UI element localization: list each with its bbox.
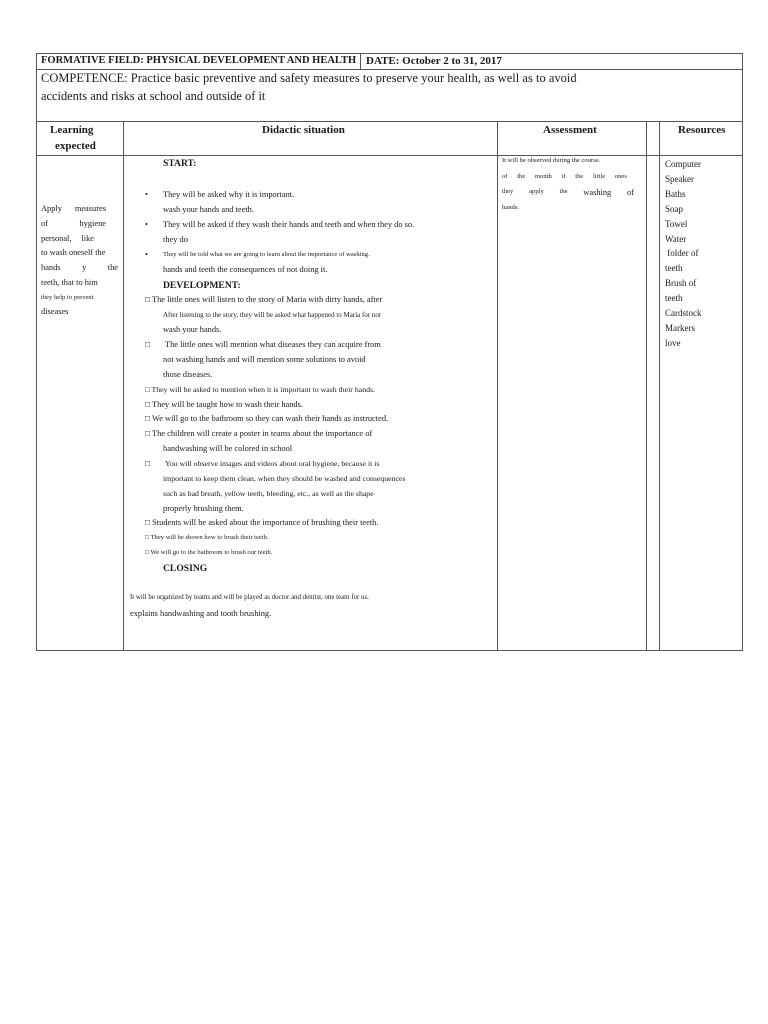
dev-item-8: □ Students will be asked about the importance of brushing their teeth.	[145, 518, 379, 527]
dev-item-7-mark: □	[145, 459, 151, 468]
competence-line-1: COMPETENCE: Practice basic preventive and safety measures to preserve your health, as well as to avoid	[41, 71, 577, 85]
dev-item-7b: important to keep them clean, when they should be washed and consequences	[163, 474, 406, 483]
dev-item-4: □ They will be taught how to wash their hands.	[145, 400, 303, 409]
learning-line-3: personal, like	[41, 234, 94, 243]
dev-item-7c: such as bad breath, yellow teeth, bleeding, etc., as well as the shape	[163, 489, 374, 498]
learning-line-5: hands y the	[41, 263, 118, 272]
dev-item-6a: □ The children will create a poster in teams about the importance of	[145, 429, 373, 438]
dev-item-3: □ They will be asked to mention when it is important to wash their hands.	[145, 385, 375, 394]
col-divider-3	[646, 121, 647, 651]
dev-item-7d: properly brushing them.	[163, 504, 244, 513]
resource-item: Soap	[665, 203, 683, 214]
dev-item-1a: □ The little ones will listen to the story of Maria with dirty hands, after	[145, 295, 383, 304]
resource-item: Brush of	[665, 278, 697, 289]
dev-item-2-mark: □	[145, 340, 151, 349]
start-item-3a: They will be told what we are going to learn about the importance of washing.	[163, 251, 370, 258]
start-item-1b: wash your hands and teeth.	[163, 205, 254, 214]
formative-field: FORMATIVE FIELD: PHYSICAL DEVELOPMENT AND HEALTH	[41, 55, 357, 66]
dev-item-7a: You will observe images and videos about oral hygiene, because it is	[165, 459, 380, 468]
col-header-didactic: Didactic situation	[262, 124, 345, 136]
learning-line-4: to wash oneself the	[41, 248, 106, 257]
learning-line-1: Apply measures	[41, 204, 106, 213]
resource-item: teeth	[665, 293, 683, 304]
lesson-table	[36, 121, 743, 651]
date-label: DATE: October 2 to 31, 2017	[366, 55, 502, 67]
start-item-3b: hands and teeth the consequences of not doing it.	[163, 265, 328, 274]
start-heading: START:	[163, 158, 197, 169]
dev-item-5: □ We will go to the bathroom so they can wash their hands as instructed.	[145, 414, 389, 423]
resource-item: Baths	[665, 188, 686, 199]
col-header-expected: expected	[55, 140, 96, 152]
learning-line-7: they help to prevent	[41, 294, 94, 301]
closing-line-1: It will be organized by teams and will be played as doctor and dentist, one team for us.	[130, 594, 369, 601]
start-item-2a: They will be asked if they wash their hands and teeth and when they do so.	[163, 220, 415, 229]
dev-item-2b: not washing hands and will mention some solutions to avoid	[163, 355, 366, 364]
dev-item-6b: handwashing will be colored in school	[163, 444, 293, 453]
learning-line-8: diseases	[41, 307, 69, 316]
dev-item-10: □ We will go to the bathroom to brush our teeth.	[145, 549, 273, 556]
assessment-line-2: of the month if the little ones	[502, 173, 627, 180]
assessment-line-1: It will be observed during the course.	[502, 157, 601, 164]
resource-item: love	[665, 337, 681, 348]
resource-item: Water	[665, 233, 687, 244]
development-heading: DEVELOPMENT:	[163, 280, 241, 291]
assessment-line-3: they apply the washing of	[502, 188, 634, 197]
resource-item: Markers	[665, 322, 695, 333]
assessment-line-4: hands.	[502, 204, 520, 211]
col-divider-2	[497, 121, 498, 651]
dev-item-1b: After listening to the story, they will be asked what happened to Maria for not	[163, 311, 381, 319]
learning-line-6: teeth, that to him	[41, 278, 98, 287]
resource-item: Towel	[665, 218, 688, 229]
dev-item-2a: The little ones will mention what diseases they can acquire from	[165, 340, 381, 349]
bullet-1: •	[145, 190, 148, 199]
start-item-1a: They will be asked why it is important.	[163, 190, 295, 199]
col-header-resources: Resources	[678, 124, 726, 136]
resource-item: Computer	[665, 159, 701, 169]
dev-item-2c: those diseases.	[163, 370, 213, 379]
closing-line-2: explains handwashing and tooth brushing.	[130, 609, 272, 618]
col-header-assessment: Assessment	[543, 124, 597, 136]
resource-item: Speaker	[665, 173, 694, 184]
resources-list	[665, 157, 702, 351]
col-divider-1	[123, 121, 124, 651]
col-divider-4	[659, 121, 660, 651]
resource-item: folder of	[665, 248, 699, 259]
learning-line-2: of hygiene	[41, 219, 106, 228]
column-header-divider	[36, 155, 743, 156]
resource-item: Cardstock	[665, 308, 702, 319]
bullet-3: •	[145, 250, 148, 259]
bullet-2: •	[145, 220, 148, 229]
closing-heading: CLOSING	[163, 563, 208, 574]
competence-line-2: accidents and risks at school and outside of it	[41, 89, 266, 103]
start-item-2b: they do	[163, 235, 188, 244]
dev-item-9: □ They will be shown how to brush their teeth.	[145, 534, 269, 541]
resource-item: teeth	[665, 263, 683, 274]
dev-item-1c: wash your hands.	[163, 325, 222, 334]
col-header-learning: Learning	[50, 124, 94, 136]
header-divider	[360, 53, 361, 70]
